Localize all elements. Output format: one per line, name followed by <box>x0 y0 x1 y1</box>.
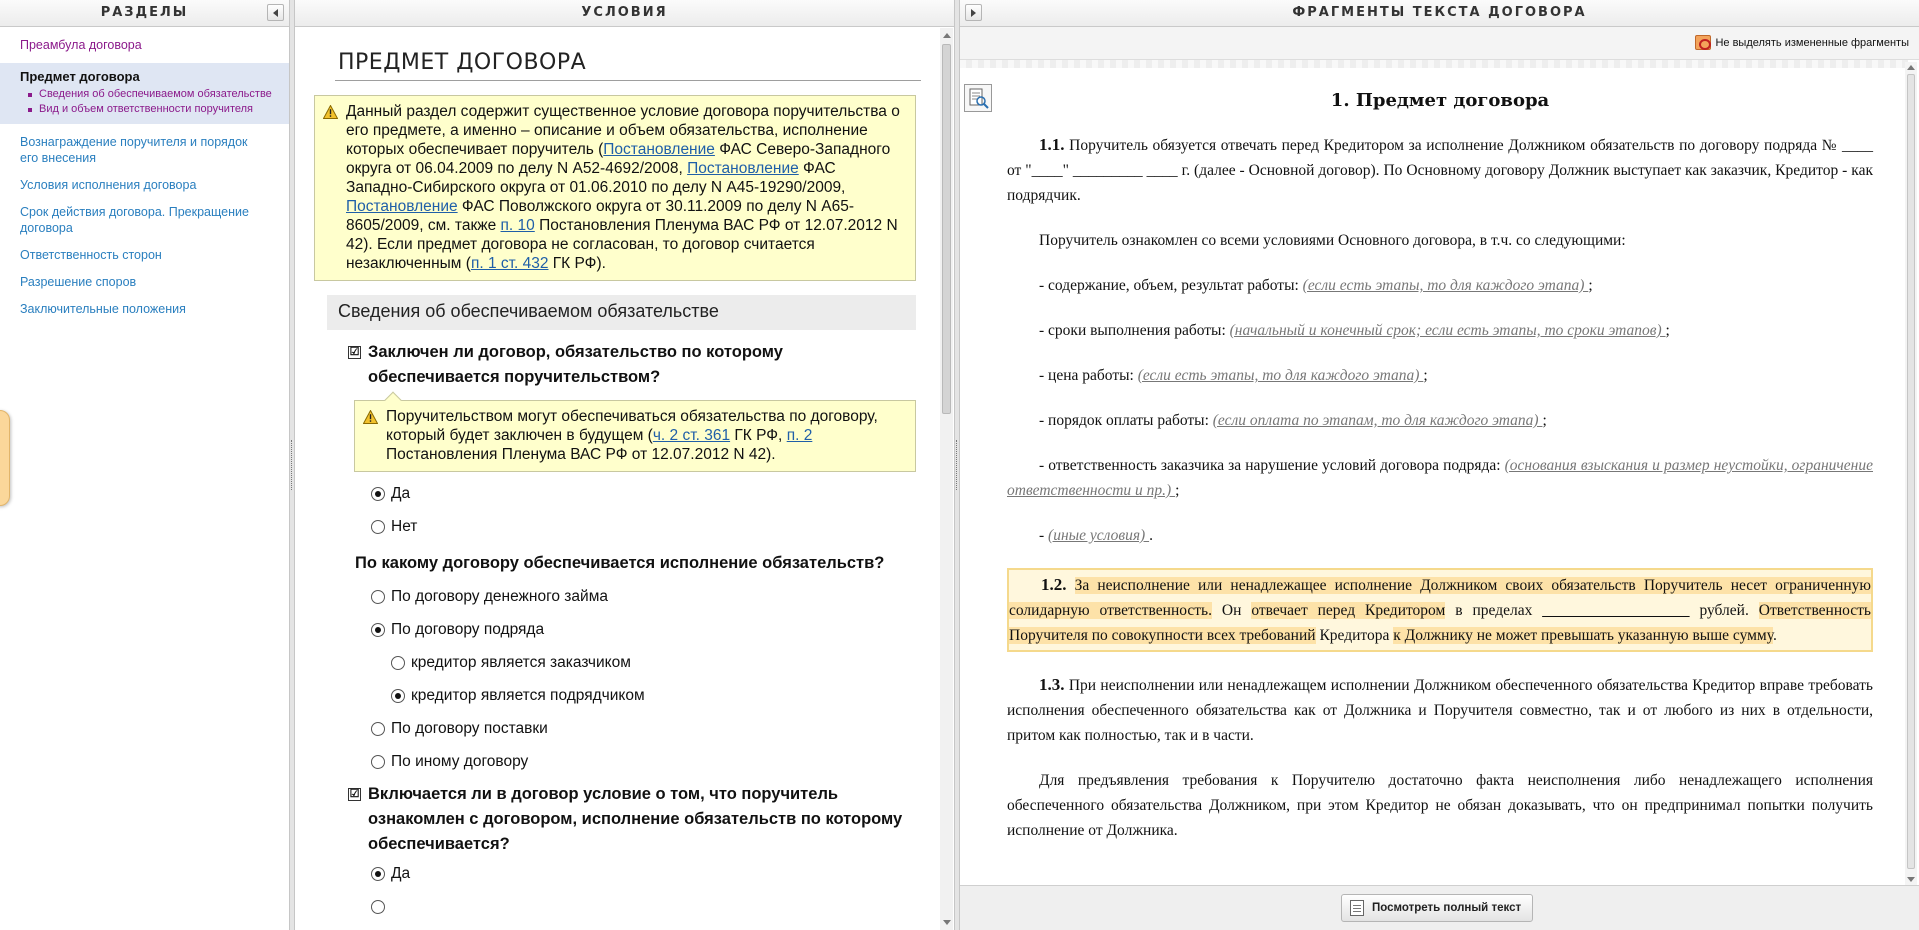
clause-text: При неисполнении или ненадлежащем исполнении Должником обеспеченного обязательства Кредитор вправе требовать исполнения обеспеченного обязательства как от Должника и Поручителя совместно, так и от любого из них в отдельности, притом как полностью, так и в части. <box>1007 677 1873 744</box>
clause-text: Кредитора <box>1315 627 1394 644</box>
page-title: ПРЕДМЕТ ДОГОВОРА <box>335 50 921 81</box>
nav-item-performance[interactable]: Условия исполнения договора <box>20 178 197 192</box>
radio-label: Да <box>391 864 411 882</box>
radio-option-other[interactable] <box>335 745 921 778</box>
clause-text: Он <box>1212 602 1252 619</box>
info-note <box>314 95 916 281</box>
radio-icon[interactable] <box>371 755 385 769</box>
note-link[interactable]: Постановление <box>687 160 799 177</box>
expand-panel-button[interactable] <box>965 4 982 21</box>
radio-icon[interactable] <box>371 520 385 534</box>
condition-label: - ответственность заказчика за нарушение условий договора подряда: <box>1039 457 1505 474</box>
nav-item-final[interactable]: Заключительные положения <box>20 302 186 316</box>
conditions-scroll-area[interactable] <box>295 28 954 930</box>
sections-panel <box>0 0 289 930</box>
radio-label: По договору подряда <box>391 620 545 638</box>
radio-label: Да <box>391 484 411 502</box>
demand-paragraph: Для предъявления требования к Поручителю достаточно факта неисполнения либо ненадлежащего исполнения обеспеченного обязательства Должником, при этом Кредитор не обязан доказывать, что он предпринимал попытки получить исполнение от Должника. <box>1007 772 1873 839</box>
radio-option-partial[interactable] <box>335 890 921 923</box>
nav-item-disputes[interactable]: Разрешение споров <box>20 275 137 289</box>
condition-line <box>1007 318 1873 343</box>
condition-end: ; <box>1588 277 1593 294</box>
nav-active-title[interactable]: Предмет договора <box>20 69 140 84</box>
condition-label: - содержание, объем, результат работы: <box>1039 277 1303 294</box>
contract-toolbar <box>960 27 1919 60</box>
nav-subitem-obligation-info[interactable]: Сведения об обеспечиваемом обязательстве <box>27 88 289 101</box>
radio-selected-icon[interactable] <box>371 867 385 881</box>
clause-1-1 <box>1007 132 1873 208</box>
condition-line <box>1007 273 1873 298</box>
fill-in-field[interactable]: (иные условия) <box>1048 527 1150 544</box>
note-text: ГК РФ, <box>730 427 787 444</box>
contract-text-header-title: ФРАГМЕНТЫ ТЕКСТА ДОГОВОРА <box>1292 5 1587 20</box>
note-link[interactable]: Постановление <box>603 141 715 158</box>
radio-icon[interactable] <box>371 590 385 604</box>
scroll-down-icon[interactable] <box>1907 877 1915 882</box>
question-label: Заключен ли договор, обязательство по которому обеспечивается поручительством? <box>368 343 783 386</box>
warning-icon <box>323 105 338 119</box>
changed-fragment: отвечает перед Кредитором <box>1251 602 1446 619</box>
amount-blank[interactable]: ___________________ <box>1542 602 1690 619</box>
note-link[interactable]: п. 10 <box>500 217 535 234</box>
nav-item-preamble[interactable]: Преамбула договора <box>20 38 142 52</box>
fill-in-field[interactable]: (если есть этапы, то для каждого этапа) <box>1137 367 1424 384</box>
note-text: ГК РФ). <box>548 255 606 272</box>
radio-selected-icon[interactable] <box>391 689 405 703</box>
conditions-panel <box>295 0 954 930</box>
note-pointer <box>385 392 402 409</box>
condition-end: ; <box>1423 367 1428 384</box>
clause-text: Поручитель обязуется отвечать перед Кредитором за исполнение Должником обязательств по договору подряда № ____ от "____" _________ ____ г. (далее - Основной договор). По Основному договору Должник выступает как заказчик, Кредитор - как подрядчик. <box>1007 137 1873 204</box>
note-text: ФАС Северо-Западного округа от 06.04.2009 по делу N А52-4692/2008, <box>346 141 891 177</box>
chevron-right-icon <box>971 9 976 17</box>
scroll-up-icon[interactable] <box>943 33 951 38</box>
doc-title: 1. Предмет договора <box>1330 90 1550 111</box>
changed-fragment: Ответственность Поручителя по совокупности всех требований <box>1009 602 1871 644</box>
chevron-left-icon <box>273 9 278 17</box>
changed-fragment: За неисполнение или ненадлежащее исполнение Должником своих обязательств Поручитель несет ограниченную солидарную ответственность. <box>1009 577 1872 619</box>
clause-number: 1.3. <box>1039 675 1065 694</box>
clause-text: . <box>1772 627 1777 644</box>
condition-end: ; <box>1665 322 1670 339</box>
conditions-header <box>295 0 954 27</box>
radio-icon[interactable] <box>371 722 385 736</box>
radio-option-contract-work[interactable] <box>335 613 921 646</box>
clause-text: рублей. <box>1689 602 1759 619</box>
clause-number: 1.2. <box>1041 575 1067 594</box>
radio-option-yes[interactable] <box>335 857 921 890</box>
condition-line <box>1007 523 1873 548</box>
nav-item-liability[interactable]: Ответственность сторон <box>20 248 162 262</box>
nav-subitems <box>0 88 289 116</box>
document-scrollbar[interactable] <box>1905 62 1917 885</box>
highlight-toggle-label: Не выделять измененные фрагменты <box>1715 36 1909 49</box>
fill-in-field[interactable]: (если оплата по этапам, то для каждого этапа) <box>1212 412 1543 429</box>
radio-label: Нет <box>391 517 418 535</box>
view-full-text-label: Посмотреть полный текст <box>1372 902 1522 914</box>
note-link[interactable]: п. 1 ст. 432 <box>470 255 549 272</box>
condition-end: . <box>1149 527 1153 544</box>
question-note <box>354 400 916 472</box>
note-text: ФАС Поволжского округа от 30.11.2009 по делу N А65-8605/2009, см. также <box>346 198 855 234</box>
nav-subitem-liability-scope[interactable]: Вид и объем ответственности поручителя <box>27 103 289 116</box>
radio-icon[interactable] <box>391 656 405 670</box>
conditions-header-title: УСЛОВИЯ <box>581 5 668 20</box>
contract-text-header <box>960 0 1919 27</box>
radio-selected-icon[interactable] <box>371 487 385 501</box>
question-contract-concluded[interactable] <box>348 340 917 390</box>
condition-label: - порядок оплаты работы: <box>1039 412 1213 429</box>
condition-line <box>1007 408 1873 433</box>
radio-label: По договору денежного займа <box>391 587 608 605</box>
condition-line <box>1007 453 1873 503</box>
condition-label: - <box>1039 527 1049 544</box>
contract-bottom-bar <box>960 885 1919 930</box>
checkbox-icon[interactable]: ☑ <box>349 346 360 358</box>
clause-1-3 <box>1007 672 1873 748</box>
radio-label: По договору поставки <box>391 719 548 737</box>
checkbox-icon[interactable]: ☑ <box>349 788 360 800</box>
intro-paragraph: Поручитель ознакомлен со всеми условиями Основного договора, в т.ч. со следующими: <box>1039 232 1626 249</box>
sections-header <box>0 0 289 27</box>
question-acquainted[interactable] <box>348 782 917 857</box>
radio-option-creditor-contractor[interactable] <box>335 679 921 712</box>
note-link[interactable]: Постановление <box>346 198 458 215</box>
radio-option-loan[interactable] <box>335 580 921 613</box>
radio-label: кредитор является подрядчиком <box>411 686 645 704</box>
contract-text-panel <box>960 0 1919 930</box>
condition-line <box>1007 363 1873 388</box>
question-label: Включается ли в договор условие о том, что поручитель ознакомлен с договором, исполнение обязательств по которому обеспечивается? <box>368 785 903 853</box>
question-contract-type: По какому договору обеспечивается исполнение обязательств? <box>355 554 885 572</box>
radio-option-supply[interactable] <box>335 712 921 745</box>
document-search-icon[interactable] <box>964 84 992 112</box>
sections-nav <box>0 27 289 324</box>
radio-icon[interactable] <box>371 900 385 914</box>
condition-end: ; <box>1542 412 1547 429</box>
conditions-scrollbar[interactable] <box>940 28 953 930</box>
warning-icon <box>363 410 378 424</box>
clause-text: в пределах <box>1445 602 1543 619</box>
splitter-grip-icon <box>956 440 958 490</box>
note-text: ФАС Западно-Сибирского округа от 01.06.2010 по делу N А45-19290/2009, <box>346 160 846 196</box>
splitter-grip-icon <box>291 440 293 490</box>
scroll-up-icon[interactable] <box>1907 65 1915 70</box>
radio-selected-icon[interactable] <box>371 623 385 637</box>
note-text: Постановления Пленума ВАС РФ от 12.07.2012 N 42). Если предмет договора не согласован, то договор считается незаключенным ( <box>346 217 898 272</box>
nav-item-term[interactable]: Срок действия договора. Прекращение договора <box>20 205 249 235</box>
side-pull-tab[interactable] <box>0 410 10 506</box>
clause-number: 1.1. <box>1039 135 1065 154</box>
note-text: Данный раздел содержит существенное условие договора поручительства о его предмете, а именно – описание и объем обязательства, исполнение которых обеспечивает поручитель ( <box>346 103 900 158</box>
fill-in-field[interactable]: (если есть этапы, то для каждого этапа) <box>1302 277 1589 294</box>
subsection-title: Сведения об обеспечиваемом обязательстве <box>327 295 916 330</box>
scroll-down-icon[interactable] <box>943 920 951 925</box>
condition-label: - сроки выполнения работы: <box>1039 322 1230 339</box>
condition-end: ; <box>1175 482 1180 499</box>
radio-option-no[interactable] <box>335 510 921 543</box>
note-link[interactable]: ч. 2 ст. 361 <box>652 427 731 444</box>
view-full-text-button[interactable] <box>1341 894 1533 922</box>
highlight-off-icon <box>1695 35 1711 50</box>
sections-header-title: РАЗДЕЛЫ <box>100 5 189 20</box>
note-text: Поручительством могут обеспечиваться обязательства по договору, который будет заключен в будущем ( <box>386 408 878 444</box>
note-link[interactable]: п. 2 <box>786 427 813 444</box>
nav-item-subject-active[interactable] <box>0 63 289 124</box>
radio-label: По иному договору <box>391 752 529 770</box>
scrollbar-thumb[interactable] <box>1907 74 1915 869</box>
note-text: Постановления Пленума ВАС РФ от 12.07.2012 N 42). <box>386 446 776 463</box>
radio-option-creditor-customer[interactable] <box>335 646 921 679</box>
scrollbar-thumb[interactable] <box>942 44 951 414</box>
highlight-toggle-button[interactable] <box>1695 35 1909 50</box>
clause-1-2-highlighted <box>1007 568 1873 652</box>
collapse-sections-button[interactable] <box>267 4 284 21</box>
radio-label: кредитор является заказчиком <box>411 653 631 671</box>
nav-item-remuneration[interactable]: Вознаграждение поручителя и порядок его внесения <box>20 135 248 165</box>
fill-in-field[interactable]: (основания взыскания и размер неустойки, ограничение ответственности и пр.) <box>1007 457 1873 499</box>
document-icon <box>1350 900 1364 916</box>
contract-document[interactable] <box>960 62 1905 885</box>
radio-option-yes[interactable] <box>335 477 921 510</box>
changed-fragment: к Должнику не может превышать указанную выше сумму <box>1393 627 1773 644</box>
condition-label: - цена работы: <box>1039 367 1138 384</box>
fill-in-field[interactable]: (начальный и конечный срок; если есть этапы, то сроки этапов) <box>1229 322 1666 339</box>
